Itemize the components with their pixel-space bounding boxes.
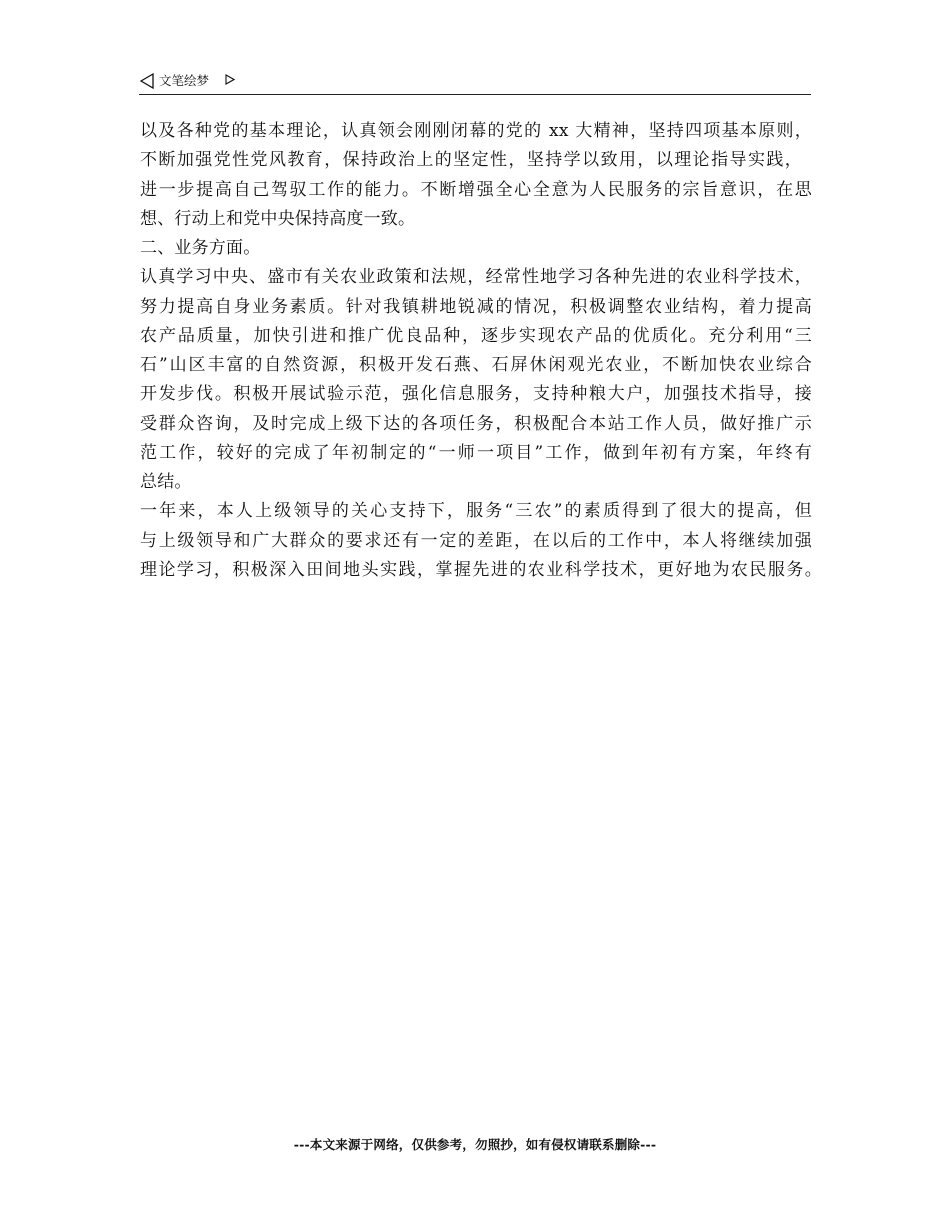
- body-line: 理论学习，积极深入田间地头实践，掌握先进的农业科学技术，更好地为农民服务。: [140, 559, 822, 580]
- document-body: [140, 117, 830, 585]
- header-brand: 文笔绘梦: [159, 73, 210, 88]
- body-line: 一年来，本人上级领导的关心支持下，服务“三农”的素质得到了很大的提高，但: [140, 501, 812, 522]
- body-line: 开发步伐。积极开展试验示范，强化信息服务，支持种粮大户，加强技术指导，接: [140, 384, 812, 405]
- triangle-right-icon: [225, 74, 235, 85]
- body-line: 努力提高自身业务素质。针对我镇耕地锐减的情况，积极调整农业结构，着力提高: [140, 296, 812, 317]
- body-line: 进一步提高自己驾驭工作的能力。不断增强全心全意为人民服务的宗旨意识，在思: [140, 179, 812, 200]
- body-line: 总结。: [140, 472, 192, 492]
- triangle-left-icon: [140, 73, 154, 89]
- body-line: 石”山区丰富的自然资源，积极开发石燕、石屏休闲观光农业，不断加快农业综合: [140, 355, 812, 375]
- page-header: [139, 72, 811, 95]
- body-line: 范工作，较好的完成了年初制定的“一师一项目”工作，做到年初有方案，年终有: [140, 442, 812, 463]
- section-heading: 二、业务方面。: [140, 238, 261, 258]
- body-line: 认真学习中央、盛市有关农业政策和法规，经常性地学习各种先进的农业科学技术，: [140, 267, 812, 288]
- body-line: 农产品质量，加快引进和推广优良品种，逐步实现农产品的优质化。充分利用“三: [140, 325, 812, 346]
- body-line: 想、行动上和党中央保持高度一致。: [140, 208, 416, 229]
- body-line: 以及各种党的基本理论，认真领会刚刚闭幕的党的 xx 大精神，坚持四项基本原则，: [140, 121, 812, 141]
- body-line: 与上级领导和广大群众的要求还有一定的差距，在以后的工作中，本人将继续加强: [140, 530, 812, 551]
- body-line: 受群众咨询，及时完成上级下达的各项任务，积极配合本站工作人员，做好推广示: [140, 413, 812, 434]
- body-line: 不断加强党性党风教育，保持政治上的坚定性，坚持学以致用，以理论指导实践，: [140, 150, 802, 171]
- footer-disclaimer: ---本文来源于网络，仅供参考，勿照抄，如有侵权请联系删除---: [293, 1137, 657, 1152]
